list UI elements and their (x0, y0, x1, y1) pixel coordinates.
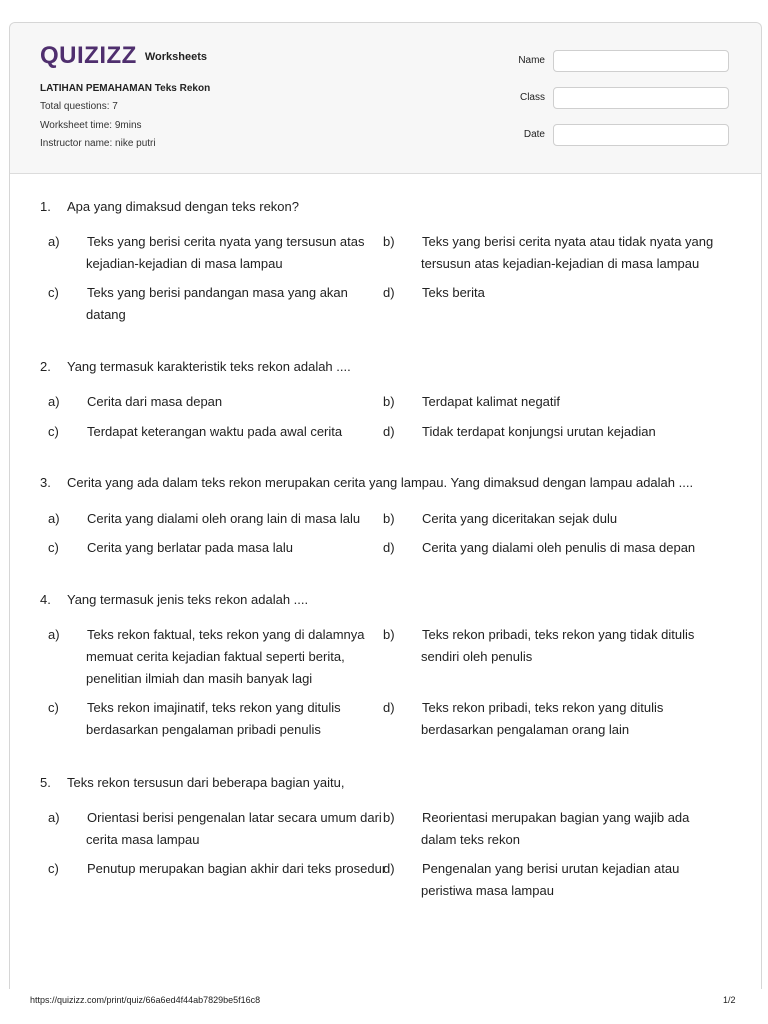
option-label: d) (383, 861, 395, 876)
option-label: a) (48, 511, 60, 526)
option-d[interactable] (383, 858, 692, 902)
option-label: c) (48, 424, 59, 439)
question-number: 3. (40, 475, 51, 490)
option-text: Teks rekon pribadi, teks rekon yang tidak ditulis sendiri oleh penulis (421, 627, 695, 664)
option-text: Pengenalan yang berisi urutan kejadian atau peristiwa masa lampau (421, 861, 680, 898)
option-label: d) (383, 424, 395, 439)
option-text: Teks rekon faktual, teks rekon yang di dalamnya memuat cerita kejadian faktual seperti berita, penelitian ilmiah dan masih banyak lagi (86, 627, 365, 686)
option-label: c) (48, 285, 59, 300)
option-text: Teks yang berisi cerita nyata yang tersusun atas kejadian-kejadian di masa lampau (86, 234, 365, 271)
question-text: Yang termasuk jenis teks rekon adalah .... (67, 592, 309, 607)
option-text: Cerita yang dialami oleh penulis di masa depan (422, 540, 696, 555)
option-text: Tidak terdapat konjungsi urutan kejadian (422, 424, 656, 439)
option-a[interactable] (48, 231, 372, 275)
date-field[interactable] (553, 124, 729, 146)
option-label: d) (383, 700, 395, 715)
option-d[interactable] (383, 697, 692, 741)
option-a[interactable] (48, 624, 379, 690)
option-label: b) (383, 394, 395, 409)
option-c[interactable] (48, 697, 357, 741)
option-b[interactable] (383, 391, 707, 413)
question-text: Apa yang dimaksud dengan teks rekon? (67, 199, 299, 214)
question-text: Yang termasuk karakteristik teks rekon adalah .... (67, 359, 351, 374)
option-label: c) (48, 700, 59, 715)
worksheet-title: LATIHAN PEMAHAMAN Teks Rekon (40, 83, 211, 94)
worksheet-header (10, 23, 761, 174)
option-label: b) (383, 627, 395, 642)
option-text: Cerita yang berlatar pada masa lalu (87, 540, 293, 555)
option-d[interactable] (383, 421, 722, 443)
question-number: 1. (40, 199, 51, 214)
instructor-name: Instructor name: nike putri (40, 138, 156, 149)
name-label: Name (518, 55, 545, 66)
option-b[interactable] (383, 231, 722, 275)
option-label: d) (383, 540, 395, 555)
option-c[interactable] (48, 858, 397, 880)
total-questions: Total questions: 7 (40, 101, 118, 112)
worksheet-time: Worksheet time: 9mins (40, 120, 142, 131)
question-number: 5. (40, 775, 51, 790)
option-label: c) (48, 540, 59, 555)
logo-subtitle: Worksheets (144, 51, 207, 63)
option-label: b) (383, 234, 395, 249)
option-label: a) (48, 810, 60, 825)
option-d[interactable] (383, 282, 707, 304)
option-text: Teks rekon imajinatif, teks rekon yang ditulis berdasarkan pengalaman pribadi penulis (86, 700, 341, 737)
option-label: a) (48, 394, 60, 409)
option-text: Cerita yang diceritakan sejak dulu (422, 511, 618, 526)
logo-text: QUIZIZZ (40, 42, 137, 69)
option-label: d) (383, 285, 395, 300)
question-text: Cerita yang ada dalam teks rekon merupakan cerita yang lampau. Yang dimaksud dengan lampau adalah .... (67, 475, 694, 490)
option-c[interactable] (48, 421, 372, 443)
option-label: b) (383, 511, 395, 526)
option-label: b) (383, 810, 395, 825)
option-text: Cerita dari masa depan (87, 394, 223, 409)
option-a[interactable] (48, 508, 387, 530)
option-label: c) (48, 861, 59, 876)
class-label: Class (519, 92, 545, 103)
question-text: Teks rekon tersusun dari beberapa bagian yaitu, (67, 775, 345, 790)
option-text: Teks rekon pribadi, teks rekon yang ditulis berdasarkan pengalaman orang lain (421, 700, 664, 737)
option-b[interactable] (383, 807, 692, 851)
option-label: a) (48, 627, 60, 642)
option-text: Terdapat keterangan waktu pada awal cerita (87, 424, 343, 439)
option-text: Terdapat kalimat negatif (422, 394, 561, 409)
question-number: 4. (40, 592, 51, 607)
option-a[interactable] (48, 807, 392, 851)
option-text: Penutup merupakan bagian akhir dari teks prosedur (87, 861, 387, 876)
option-a[interactable] (48, 391, 372, 413)
option-text: Teks yang berisi cerita nyata atau tidak nyata yang tersusun atas kejadian-kejadian di masa lampau (421, 234, 714, 271)
option-b[interactable] (383, 624, 707, 668)
option-text: Orientasi berisi pengenalan latar secara umum dari cerita masa lampau (86, 810, 382, 847)
page-number: 1/2 (723, 995, 736, 1005)
option-c[interactable] (48, 537, 372, 559)
quizizz-logo (40, 43, 207, 69)
option-text: Cerita yang dialami oleh orang lain di masa lalu (87, 511, 361, 526)
date-label: Date (523, 129, 545, 140)
option-d[interactable] (383, 537, 722, 559)
option-b[interactable] (383, 508, 707, 530)
option-text: Teks yang berisi pandangan masa yang akan datang (86, 285, 348, 322)
worksheet-sheet (9, 22, 762, 989)
option-c[interactable] (48, 282, 357, 326)
footer-url: https://quizizz.com/print/quiz/66a6ed4f44ab7829be5f16c8 (30, 995, 261, 1005)
name-field[interactable] (553, 50, 729, 72)
option-text: Teks berita (422, 285, 485, 300)
option-text: Reorientasi merupakan bagian yang wajib ada dalam teks rekon (421, 810, 690, 847)
class-field[interactable] (553, 87, 729, 109)
option-label: a) (48, 234, 60, 249)
question-number: 2. (40, 359, 51, 374)
